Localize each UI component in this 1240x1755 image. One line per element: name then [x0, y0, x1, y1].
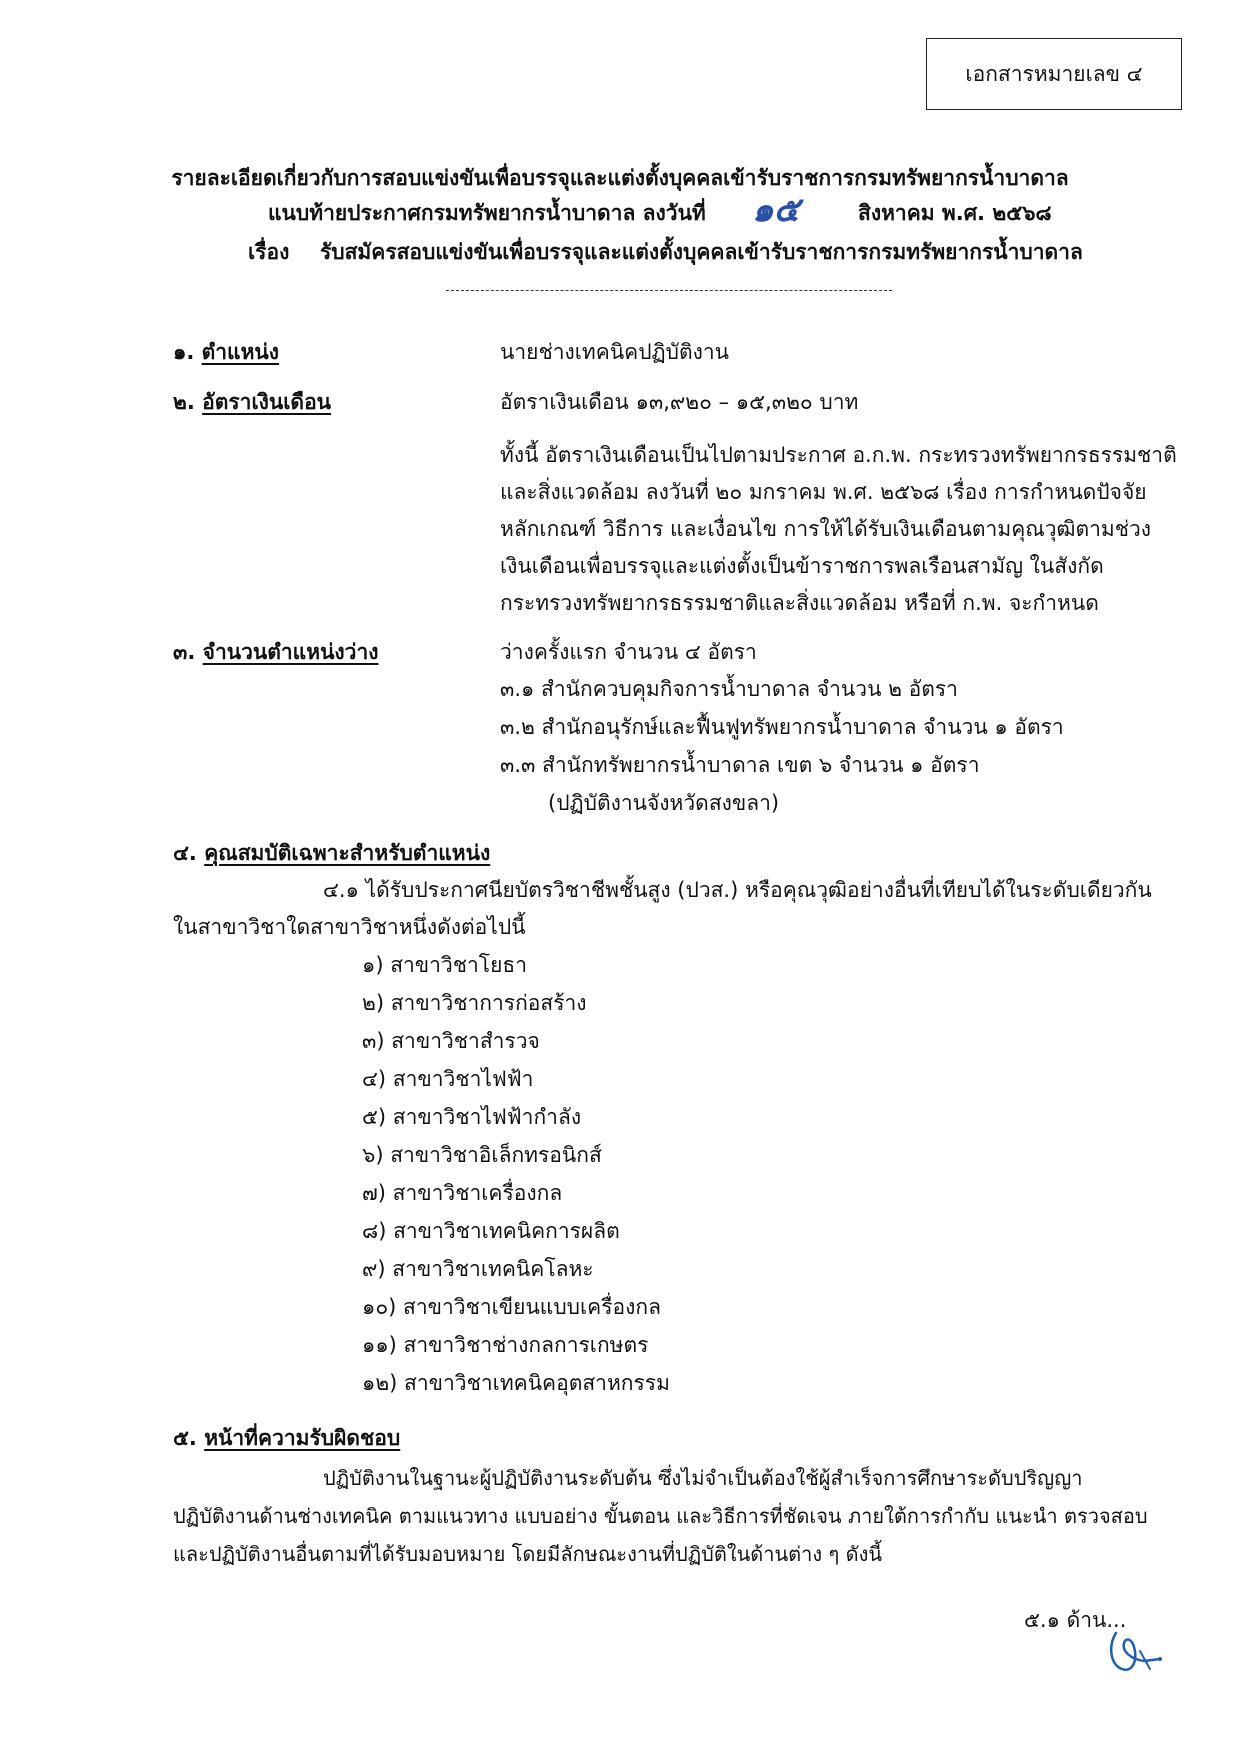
section-1-title: ตำแหน่ง: [201, 340, 280, 364]
section-1-heading: [173, 337, 279, 367]
duty-line: ปฏิบัติงานในฐานะผู้ปฏิบัติงานระดับต้น ซึ่งไม่จำเป็นต้องใช้ผู้สำเร็จการศึกษาระดับปริญญา: [323, 1466, 1083, 1490]
handwritten-day: ๑๕: [752, 190, 800, 230]
section-2-number: ๒.: [173, 390, 195, 414]
section-2-heading: [173, 387, 331, 417]
section-4-heading: [173, 838, 490, 868]
vacancy-line: ๓.๒ สำนักอนุรักษ์และฟื้นฟูทรัพยากรน้ำบาดาล จำนวน ๑ อัตรา: [500, 715, 1064, 739]
field-item: ๔) สาขาวิชาไฟฟ้า: [362, 1067, 534, 1091]
header-line-2-suffix: สิงหาคม พ.ศ. ๒๕๖๘: [858, 201, 1052, 225]
field-item: ๑๒) สาขาวิชาเทคนิคอุตสาหกรรม: [362, 1371, 670, 1395]
position-name: นายช่างเทคนิคปฏิบัติงาน: [500, 340, 730, 364]
header-line-1: รายละเอียดเกี่ยวกับการสอบแข่งขันเพื่อบรรจุและแต่งตั้งบุคคลเข้ารับราชการกรมทรัพยากรน้ำบาดาล: [171, 166, 1069, 190]
section-3-number: ๓.: [173, 640, 196, 664]
document-number-box: [926, 38, 1182, 110]
field-item: ๘) สาขาวิชาเทคนิคการผลิต: [362, 1219, 620, 1243]
field-item: ๒) สาขาวิชาการก่อสร้าง: [362, 991, 587, 1015]
salary-note-line: ทั้งนี้ อัตราเงินเดือนเป็นไปตามประกาศ อ.ก.พ. กระทรวงทรัพยากรธรรมชาติ: [500, 443, 1177, 467]
salary-note-line: เงินเดือนเพื่อบรรจุและแต่งตั้งเป็นข้าราชการพลเรือนสามัญ ในสังกัด: [500, 554, 1104, 578]
header-line-2-prefix: แนบท้ายประกาศกรมทรัพยากรน้ำบาดาล ลงวันที่: [268, 201, 706, 225]
field-item: ๕) สาขาวิชาไฟฟ้ากำลัง: [362, 1105, 582, 1129]
section-1-number: ๑.: [173, 340, 195, 364]
salary-note-line: กระทรวงทรัพยากรธรรมชาติและสิ่งแวดล้อม หรือที่ ก.พ. จะกำหนด: [500, 591, 1099, 615]
salary-note-line: และสิ่งแวดล้อม ลงวันที่ ๒๐ มกราคม พ.ศ. ๒๕๖๘ เรื่อง การกำหนดปัจจัย: [500, 480, 1147, 504]
field-item: ๑๐) สาขาวิชาเขียนแบบเครื่องกล: [362, 1295, 661, 1319]
section-5-number: ๕.: [173, 1426, 197, 1450]
section-3-heading: [173, 637, 379, 667]
salary-note-line: หลักเกณฑ์ วิธีการ และเงื่อนไข การให้ได้รับเงินเดือนตามคุณวุฒิตามช่วง: [500, 517, 1152, 541]
field-item: ๗) สาขาวิชาเครื่องกล: [362, 1181, 563, 1205]
duty-line: และปฏิบัติงานอื่นตามที่ได้รับมอบหมาย โดยมีลักษณะงานที่ปฏิบัติในด้านต่าง ๆ ดังนี้: [173, 1542, 883, 1566]
field-item: ๓) สาขาวิชาสำรวจ: [362, 1029, 540, 1053]
divider-dashes: [446, 290, 892, 291]
vacancy-line: (ปฏิบัติงานจังหวัดสงขลา): [548, 791, 780, 815]
header-subject-label: เรื่อง: [248, 240, 290, 264]
field-item: ๑) สาขาวิชาโยธา: [362, 953, 527, 977]
qualification-intro: ๔.๑ ได้รับประกาศนียบัตรวิชาชีพชั้นสูง (ปวส.) หรือคุณวุฒิอย่างอื่นที่เทียบได้ในระดับเดียวกัน: [323, 878, 1152, 902]
vacancy-line: ๓.๑ สำนักควบคุมกิจการน้ำบาดาล จำนวน ๒ อัตรา: [500, 677, 958, 701]
continuation-marker: ๕.๑ ด้าน...: [1024, 1608, 1127, 1632]
header-subject-text: รับสมัครสอบแข่งขันเพื่อบรรจุและแต่งตั้งบุคคลเข้ารับราชการกรมทรัพยากรน้ำบาดาล: [320, 240, 1083, 264]
vacancy-line: ว่างครั้งแรก จำนวน ๔ อัตรา: [500, 640, 757, 664]
field-item: ๖) สาขาวิชาอิเล็กทรอนิกส์: [362, 1143, 602, 1167]
field-item: ๙) สาขาวิชาเทคนิคโลหะ: [362, 1257, 594, 1281]
section-2-title: อัตราเงินเดือน: [202, 390, 332, 414]
qualification-intro: ในสาขาวิชาใดสาขาวิชาหนึ่งดังต่อไปนี้: [173, 915, 526, 939]
duty-line: ปฏิบัติงานด้านช่างเทคนิค ตามแนวทาง แบบอย่าง ขั้นตอน และวิธีการที่ชัดเจน ภายใต้การกำกับ แนะนำ ตรวจสอบ: [173, 1504, 1148, 1528]
section-3-title: จำนวนตำแหน่งว่าง: [202, 640, 379, 664]
vacancy-line: ๓.๓ สำนักทรัพยากรน้ำบาดาล เขต ๖ จำนวน ๑ อัตรา: [500, 753, 980, 777]
salary-range: อัตราเงินเดือน ๑๓,๙๒๐ – ๑๕,๓๒๐ บาท: [500, 390, 859, 414]
signature-initial-icon: [1104, 1625, 1164, 1680]
field-item: ๑๑) สาขาวิชาช่างกลการเกษตร: [362, 1333, 649, 1357]
section-4-number: ๔.: [173, 841, 197, 865]
section-5-heading: [173, 1423, 400, 1453]
document-number: เอกสารหมายเลข ๔: [965, 61, 1143, 86]
section-4-title: คุณสมบัติเฉพาะสำหรับตำแหน่ง: [204, 841, 491, 865]
section-5-title: หน้าที่ความรับผิดชอบ: [204, 1426, 401, 1450]
